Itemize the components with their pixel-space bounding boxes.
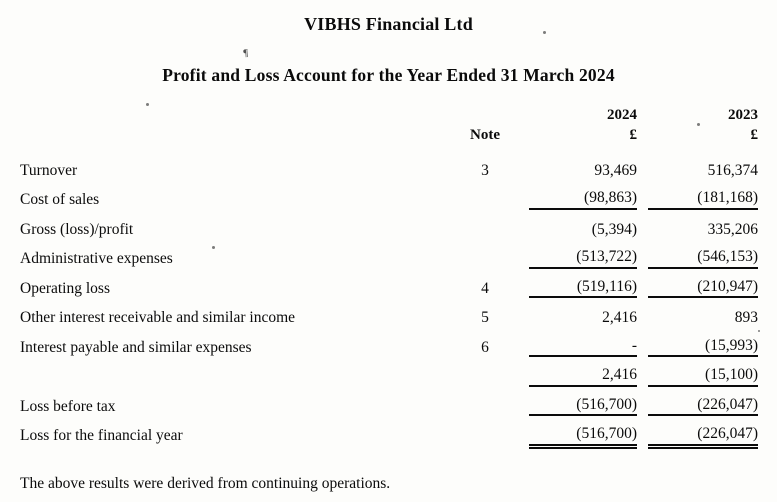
row-amount-2024: (5,394) bbox=[591, 220, 637, 238]
row-label bbox=[20, 387, 463, 390]
table-header-currency-row bbox=[20, 126, 758, 146]
row-amount-2023: (226,047) bbox=[645, 395, 758, 419]
row-amount-2024: 2,416 bbox=[602, 309, 637, 327]
row-note-number bbox=[463, 416, 507, 419]
row-note-number bbox=[463, 239, 507, 242]
column-header-2023: 2023 bbox=[728, 107, 758, 123]
row-amount-2023: (226,047) bbox=[645, 424, 758, 448]
table-row bbox=[20, 419, 758, 449]
row-note-number: 5 bbox=[481, 309, 489, 327]
row-label: Cost of sales bbox=[20, 191, 100, 209]
header-body-gap bbox=[20, 146, 758, 154]
row-amount-2024: 2,416 bbox=[507, 365, 637, 389]
table-row bbox=[20, 301, 758, 331]
row-amount-2023: (210,947) bbox=[645, 277, 758, 301]
row-label: Gross (loss)/profit bbox=[20, 220, 134, 238]
row-label: Operating loss bbox=[20, 279, 110, 297]
row-amount-2024: (519,116) bbox=[507, 277, 637, 301]
row-label: Interest payable and similar expenses bbox=[20, 338, 252, 356]
column-header-2024: 2024 bbox=[607, 107, 637, 123]
currency-symbol-2024: £ bbox=[629, 126, 637, 143]
table-row bbox=[20, 242, 758, 272]
row-label: Loss for the financial year bbox=[20, 427, 183, 445]
row-amount-2023: 335,206 bbox=[707, 220, 758, 238]
row-amount-2024: (516,700) bbox=[507, 395, 637, 419]
scan-artifact-mark bbox=[243, 48, 249, 59]
row-amount-2023: (15,993) bbox=[645, 336, 758, 360]
row-amount-2023: (15,100) bbox=[645, 365, 758, 389]
row-amount-2024: (513,722) bbox=[507, 247, 637, 271]
table-row bbox=[20, 213, 758, 243]
row-amount-2023: 893 bbox=[734, 309, 758, 327]
header-spacer bbox=[20, 145, 463, 146]
row-note-number bbox=[463, 269, 507, 272]
row-amount-2023: (181,168) bbox=[645, 188, 758, 212]
row-label: Loss before tax bbox=[20, 397, 116, 415]
row-amount-2023: (546,153) bbox=[645, 247, 758, 271]
row-label: Turnover bbox=[20, 161, 78, 179]
row-label: Other interest receivable and similar income bbox=[20, 309, 296, 327]
row-amount-2023: 516,374 bbox=[707, 161, 758, 179]
row-note-number bbox=[463, 446, 507, 449]
row-note-number: 3 bbox=[481, 161, 489, 179]
currency-symbol-2023: £ bbox=[750, 126, 758, 143]
row-note-number bbox=[463, 210, 507, 213]
row-note-number: 6 bbox=[481, 338, 489, 356]
row-amount-2024: 93,469 bbox=[594, 161, 637, 179]
table-header-year-row bbox=[20, 106, 758, 126]
table-body bbox=[20, 154, 758, 449]
table-row bbox=[20, 154, 758, 184]
row-label: Administrative expenses bbox=[20, 250, 173, 268]
table-row bbox=[20, 390, 758, 420]
row-amount-2024: - bbox=[507, 336, 637, 360]
row-amount-2024: (98,863) bbox=[507, 188, 637, 212]
table-row bbox=[20, 360, 758, 390]
header-spacer bbox=[20, 125, 463, 126]
table-row bbox=[20, 331, 758, 361]
row-note-number bbox=[463, 387, 507, 390]
row-note-number: 4 bbox=[481, 279, 489, 297]
row-amount-2024: (516,700) bbox=[507, 424, 637, 448]
table-row bbox=[20, 272, 758, 302]
profit-loss-table bbox=[0, 106, 777, 449]
statement-title: Profit and Loss Account for the Year Ended 31 March 2024 bbox=[162, 65, 615, 85]
continuing-operations-note: The above results were derived from continuing operations. bbox=[20, 474, 391, 492]
company-name: VIBHS Financial Ltd bbox=[304, 14, 473, 34]
column-header-note: Note bbox=[470, 126, 500, 143]
table-row bbox=[20, 183, 758, 213]
